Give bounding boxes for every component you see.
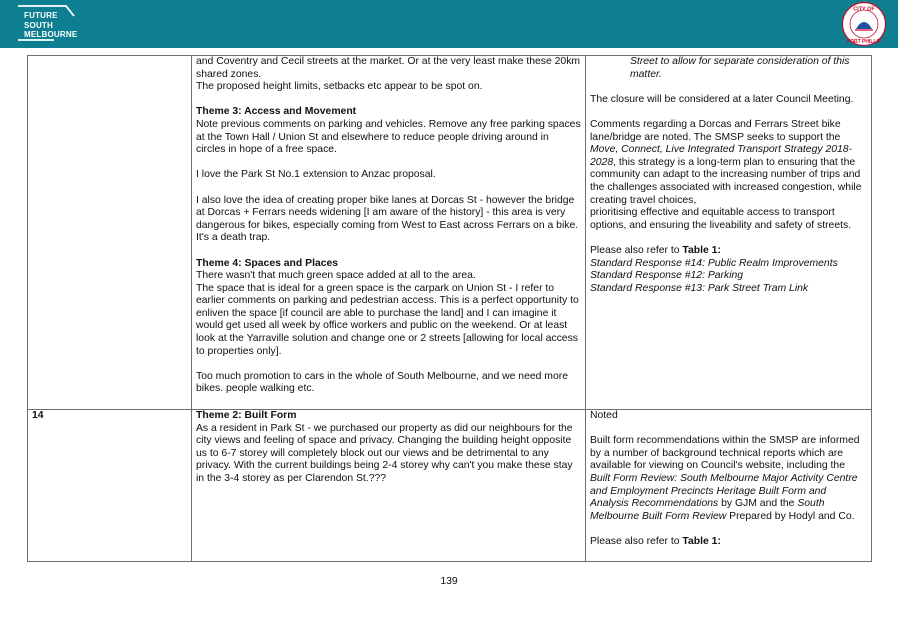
refer-text: Please also refer to (590, 244, 683, 256)
table-row (28, 56, 872, 410)
city-of-port-phillip-seal (841, 1, 887, 47)
submission-paragraph: and Coventry and Cecil streets at the market. Or at the very least make these 20km shared zones. (196, 56, 581, 80)
table-reference: Table 1: (682, 244, 721, 256)
svg-text:PORT PHILLIP: PORT PHILLIP (846, 39, 882, 45)
response-paragraph (590, 119, 867, 207)
response-text: by GJM and the (718, 498, 798, 510)
refer-line (590, 245, 867, 258)
response-italic-intro: Street to allow for separate consideration of this matter. (630, 56, 850, 80)
response-text: Prepared by Hodyl and Co. (726, 510, 855, 522)
report-title: South Melbourne Built Form Review (590, 498, 825, 522)
submission-paragraph: The space that is ideal for a green space is the carpark on Union St - I refer to earlier comments on parking and pedestrian access. This is a perfect opportunity to enliven the space [if council are able to purchase the land] and I can imagine it would get used all week by office workers and public on the weekend. Or at least look at the Yarraville solution and change one or 2 streets [allowing for local access to properties only]. (196, 282, 579, 357)
submission-number-cell (28, 56, 192, 410)
theme-heading: Theme 3: Access and Movement (196, 106, 357, 118)
standard-response: Standard Response #12: Parking (590, 270, 744, 282)
response-text: Comments regarding a Dorcas and Ferrars Street bike lane/bridge are noted. The SMSP seeks to support the (590, 118, 841, 143)
logo-text (24, 11, 77, 40)
submission-paragraph: I love the Park St No.1 extension to Anzac proposal. (196, 169, 436, 181)
standard-response: Standard Response #14: Public Realm Improvements (590, 257, 838, 269)
response-text: Built form recommendations within the SMSP are informed by a number of background technical reports which are available for viewing on Council's website, including the (590, 435, 860, 472)
svg-text:CITY OF: CITY OF (853, 6, 875, 13)
submission-paragraph: Too much promotion to cars in the whole of South Melbourne, and we need more bikes. people walking etc. (196, 370, 568, 395)
submission-paragraph: I also love the idea of creating proper bike lanes at Dorcas St - however the bridge at Dorcas + Ferrars needs widening [I am aware of the history] - this area is very dangerous for bikes, especially coming from West to East across Ferrars on a bike. It's a death trap. (196, 194, 579, 244)
refer-text: Please also refer to (590, 535, 683, 547)
theme-heading: Theme 2: Built Form (196, 410, 297, 421)
submissions-table (27, 55, 872, 562)
response-text: , this strategy is a long-term plan to ensuring that the community can adapt to the increasing number of trips and the challenges associated with increased congestion, while creating travel choices, (590, 156, 862, 206)
response-cell (586, 56, 872, 410)
page-number: 139 (440, 576, 458, 587)
response-paragraph: prioritising effective and equitable access to transport options, and ensuring the liveability and safety of streets. (590, 207, 852, 231)
city-seal-icon (841, 1, 887, 47)
submission-text-cell (192, 410, 586, 562)
logo-line-1: FUTURE (24, 11, 58, 20)
submission-paragraph: There wasn't that much green space added at all to the area. (196, 270, 476, 282)
submission-paragraph: Note previous comments on parking and vehicles. Remove any free parking spaces at the Town Hall / Union St and elsewhere to reduce people driving around in circles in hope of a free space. (196, 118, 581, 156)
submission-paragraph: As a resident in Park St - we purchased our property as did our neighbours for the city views and feeling of space and privacy. Changing the building height opposite us to 6-7 storey will completely block out our views and be detrimental to any privacy. With the current buildings being 2-4 storey why can't you make these stay in the 3-4 storey as per Clarendon St.??? (196, 422, 573, 484)
strategy-title: Move, Connect, Live Integrated Transport Strategy 2018-2028 (590, 144, 853, 168)
refer-line (590, 536, 867, 549)
page-header (0, 0, 898, 48)
standard-response: Standard Response #13: Park Street Tram Link (590, 282, 809, 294)
response-cell (586, 410, 872, 562)
response-paragraph (590, 435, 867, 523)
logo-line-3: MELBOURNE (24, 30, 78, 39)
future-south-melbourne-logo (14, 4, 78, 44)
logo-line-2: SOUTH (24, 20, 53, 30)
table-reference: Table 1: (682, 535, 721, 547)
report-title: Built Form Review: South Melbourne Major Activity Centre and Employment Precincts Heritage Built Form and Analysis Recommendations (590, 472, 858, 510)
submission-paragraph: The proposed height limits, setbacks etc appear to be spot on. (196, 81, 483, 93)
response-paragraph: Noted (590, 410, 618, 421)
table-row (28, 410, 872, 562)
submission-text-cell (192, 56, 586, 410)
submission-number-cell: 14 (28, 410, 192, 562)
response-paragraph: The closure will be considered at a later Council Meeting. (590, 93, 854, 105)
theme-heading: Theme 4: Spaces and Places (196, 257, 339, 269)
